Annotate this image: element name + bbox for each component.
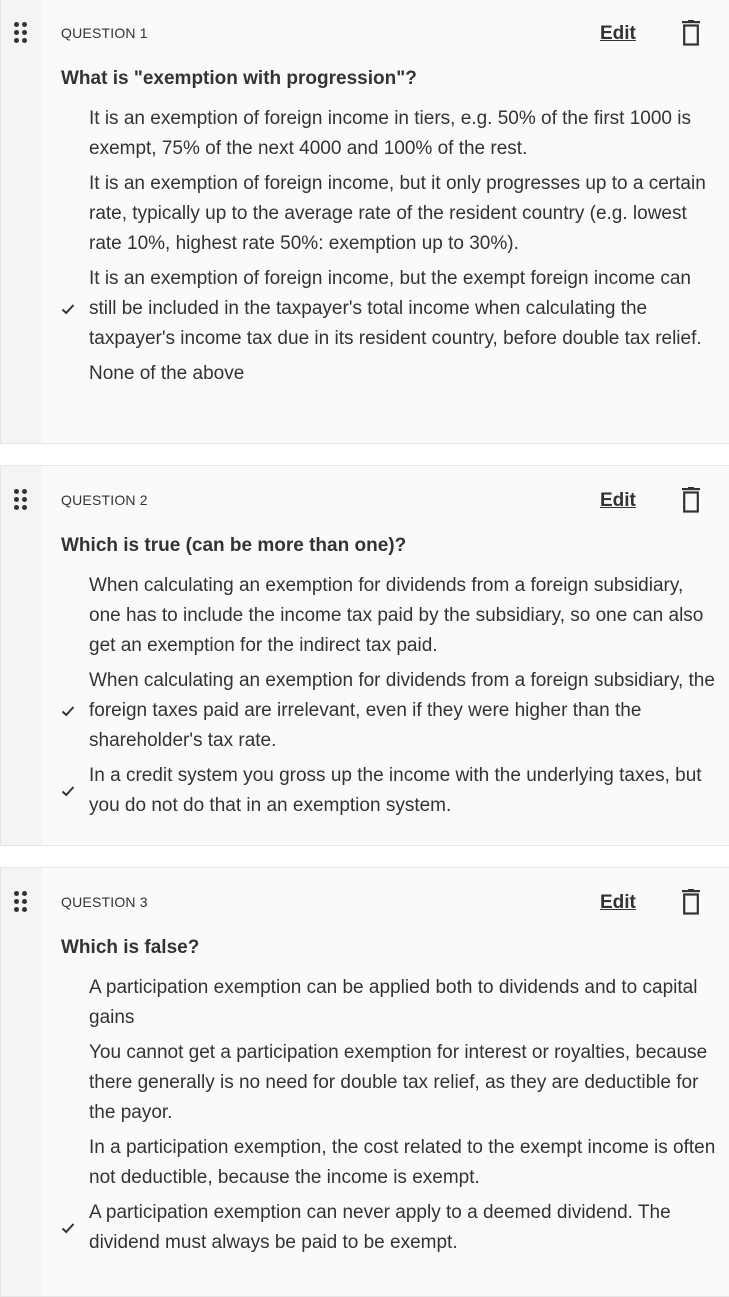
question-label: QUESTION 2: [61, 492, 148, 508]
answer-option-correct: When calculating an exemption for dividends from a foreign subsidiary, the foreign taxes paid are irrelevant, even if they were higher than the shareholder's tax rate.: [89, 666, 719, 756]
checkmark-icon: [61, 1222, 75, 1234]
answer-option: You cannot get a participation exemption for interest or royalties, because there generally is no need for double tax relief, as they are deductible for the payor.: [89, 1042, 708, 1123]
question-card-3: [0, 867, 729, 1297]
checkmark-icon: [61, 303, 75, 315]
drag-column: [1, 466, 42, 845]
question-label: QUESTION 1: [61, 25, 148, 41]
answer-option-correct: It is an exemption of foreign income, but the exempt foreign income can still be included in the taxpayer's total income when calculating the taxpayer's income tax due in its resident country, before double tax relief.: [89, 264, 719, 354]
edit-button[interactable]: Edit: [600, 490, 636, 511]
answer-option: It is an exemption of foreign income in tiers, e.g. 50% of the first 1000 is exempt, 75% of the next 4000 and 100% of the rest.: [89, 108, 691, 159]
answer-option: In a participation exemption, the cost related to the exempt income is often not deductible, because the income is exempt.: [89, 1137, 716, 1188]
answer-list: [89, 104, 719, 394]
question-card-2: [0, 465, 729, 846]
checkmark-icon: [61, 705, 75, 717]
question-label: QUESTION 3: [61, 894, 148, 910]
trash-icon[interactable]: [681, 20, 701, 46]
drag-handle-icon[interactable]: [14, 489, 28, 511]
answer-list: [89, 571, 719, 826]
drag-handle-icon[interactable]: [14, 22, 28, 44]
question-text: What is "exemption with progression"?: [61, 68, 417, 89]
checkmark-icon: [61, 785, 75, 797]
answer-option-correct: In a credit system you gross up the income with the underlying taxes, but you do not do that in an exemption system.: [89, 761, 719, 821]
trash-icon[interactable]: [681, 487, 701, 513]
answer-option-correct: A participation exemption can never apply to a deemed dividend. The dividend must always be paid to be exempt.: [89, 1198, 719, 1258]
answer-option: A participation exemption can be applied both to dividends and to capital gains: [89, 977, 698, 1028]
drag-column: [1, 0, 42, 443]
answer-list: [89, 973, 719, 1263]
question-text: Which is true (can be more than one)?: [61, 535, 407, 556]
question-text: Which is false?: [61, 937, 200, 958]
edit-button[interactable]: Edit: [600, 892, 636, 913]
drag-handle-icon[interactable]: [14, 891, 28, 913]
trash-icon[interactable]: [681, 889, 701, 915]
answer-option: None of the above: [89, 363, 245, 384]
answer-option: It is an exemption of foreign income, but it only progresses up to a certain rate, typically up to the average rate of the resident country (e.g. lowest rate 10%, highest rate 50%: exemption up to 30%).: [89, 173, 706, 254]
answer-option: When calculating an exemption for dividends from a foreign subsidiary, one has to include the income tax paid by the subsidiary, so one can also get an exemption for the indirect tax paid.: [89, 575, 704, 656]
drag-column: [1, 868, 42, 1296]
edit-button[interactable]: Edit: [600, 23, 636, 44]
question-card-1: [0, 0, 729, 444]
